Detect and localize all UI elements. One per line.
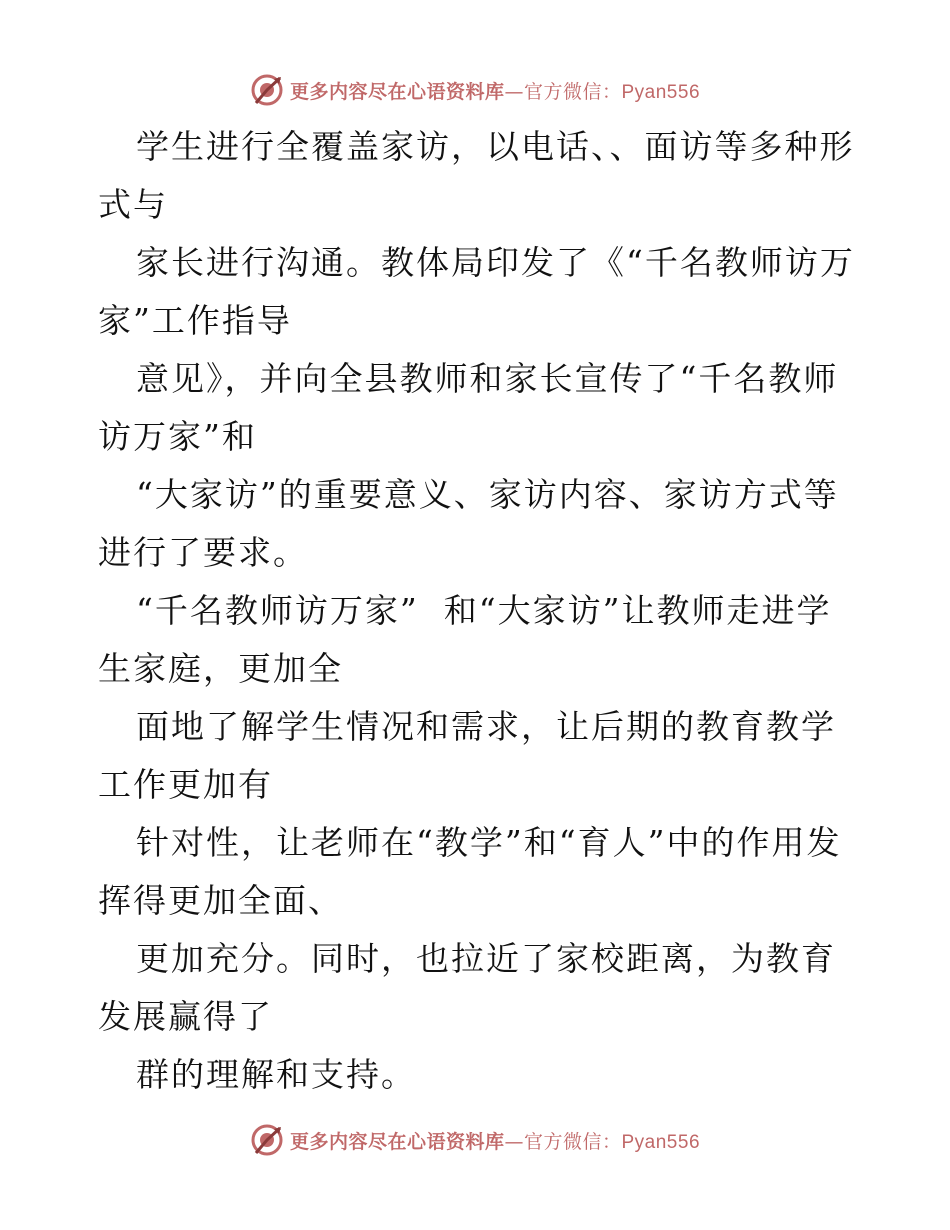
footer-banner-text — [290, 1127, 700, 1154]
logo-icon — [250, 1123, 284, 1157]
header-wechat-id: Pyan556 — [621, 81, 701, 103]
paragraph: 更加充分。同时，也拉近了家校距离，为教育发展赢得了 — [98, 939, 836, 1036]
header-wechat-text: 官方微信： — [523, 80, 622, 103]
footer-site-text: 更多内容尽在心语资料库 — [289, 1130, 505, 1153]
footer-dash: — — [504, 1130, 524, 1153]
paragraph: 意见》，并向全县教师和家长宣传了“千名教师访万家”和 — [98, 359, 839, 456]
paragraph: 针对性，让老师在“教学”和“育人”中的作用发挥得更加全面、 — [98, 823, 842, 920]
footer-wechat-id: Pyan556 — [621, 1131, 701, 1153]
header-dash: — — [504, 80, 524, 103]
footer-wechat-text: 官方微信： — [523, 1130, 622, 1153]
logo-icon — [250, 73, 284, 107]
footer-banner — [0, 1120, 950, 1160]
paragraph: 群的理解和支持。 — [136, 1055, 416, 1094]
header-banner — [0, 70, 950, 110]
header-site-text: 更多内容尽在心语资料库 — [289, 80, 505, 103]
paragraph: 学生进行全覆盖家访，以电话、、面访等多种形式与 — [98, 127, 855, 224]
paragraph: 面地了解学生情况和需求，让后期的教育教学工作更加有 — [98, 707, 836, 804]
header-banner-text — [290, 77, 700, 104]
paragraph: “千名教师访万家” 和“大家访”让教师走进学生家庭，更加全 — [98, 591, 832, 688]
paragraph: 家长进行沟通。教体局印发了《“千名教师访万家”工作指导 — [98, 243, 855, 340]
paragraph: “大家访”的重要意义、家访内容、家访方式等进行了要求。 — [98, 475, 839, 572]
document-body — [98, 118, 858, 1104]
